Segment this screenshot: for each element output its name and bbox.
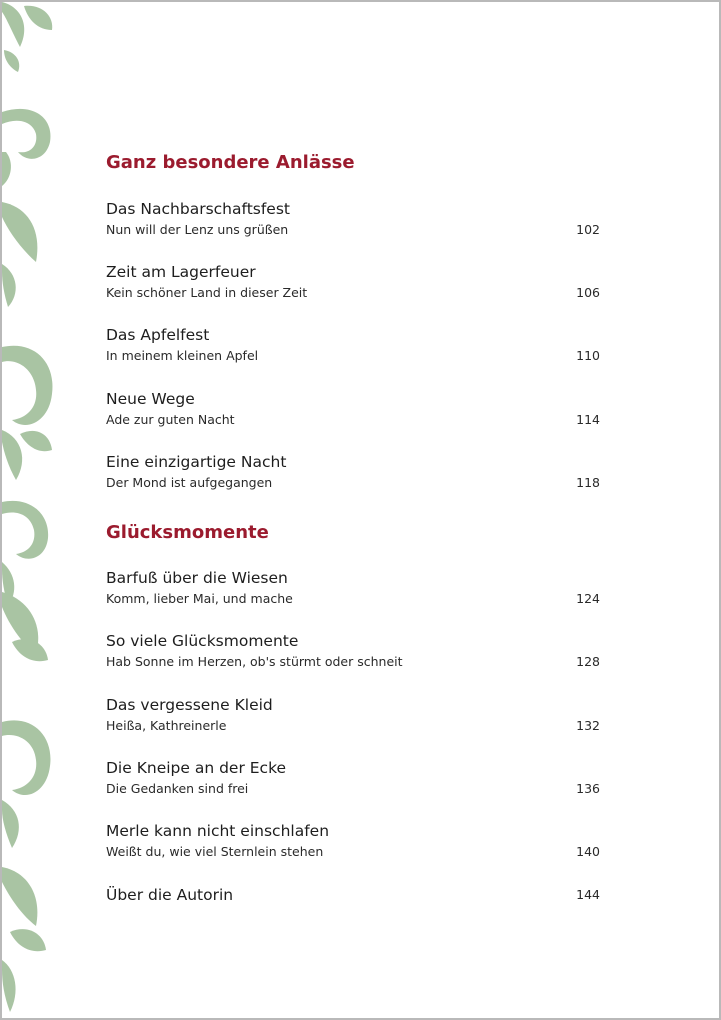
entry-subtitle: Nun will der Lenz uns grüßen (106, 222, 289, 237)
entry-page-number: 106 (576, 285, 600, 300)
entry-title: Zeit am Lagerfeuer (106, 263, 256, 281)
entry-subtitle: Kein schöner Land in dieser Zeit (106, 285, 308, 300)
entry-subtitle: Heißa, Kathreinerle (106, 718, 227, 733)
entry-page-number: 144 (576, 887, 600, 902)
entry-subtitle: In meinem kleinen Apfel (106, 348, 259, 363)
entry-page-number: 114 (576, 412, 600, 427)
entry-title: Eine einzigartige Nacht (106, 453, 287, 471)
entry-title: Merle kann nicht einschlafen (106, 822, 330, 840)
entry-title: Barfuß über die Wiesen (106, 569, 288, 587)
toc-entry (106, 821, 600, 859)
entry-page-number: 132 (576, 718, 600, 733)
entry-page-number: 140 (576, 844, 600, 859)
entry-page-number: 110 (576, 348, 600, 363)
entry-title: Das Apfelfest (106, 326, 210, 344)
toc-entry (106, 325, 600, 363)
toc-entry (106, 262, 600, 300)
toc-entry-author (106, 885, 600, 905)
toc-entry (106, 452, 600, 490)
entry-title: So viele Glücksmomente (106, 632, 299, 650)
toc-entry (106, 568, 600, 606)
entry-subtitle: Komm, lieber Mai, und mache (106, 591, 293, 606)
entry-page-number: 124 (576, 591, 600, 606)
entry-title: Das Nachbarschaftsfest (106, 200, 290, 218)
toc-entry (106, 758, 600, 796)
toc-entry (106, 631, 600, 669)
entry-page-number: 128 (576, 654, 600, 669)
section-title: Glücksmomente (106, 522, 269, 543)
entry-title: Das vergessene Kleid (106, 696, 273, 714)
section-title: Ganz besondere Anlässe (106, 152, 355, 173)
entry-subtitle: Weißt du, wie viel Sternlein stehen (106, 844, 324, 859)
entry-title: Neue Wege (106, 390, 195, 408)
entry-subtitle: Der Mond ist aufgegangen (106, 475, 273, 490)
toc-entry (106, 389, 600, 427)
toc-entry (106, 199, 600, 237)
toc-entry (106, 695, 600, 733)
entry-subtitle: Ade zur guten Nacht (106, 412, 235, 427)
entry-page-number: 102 (576, 222, 600, 237)
entry-title: Die Kneipe an der Ecke (106, 759, 287, 777)
entry-title: Über die Autorin (106, 886, 234, 904)
floral-ornament-icon (2, 2, 64, 1018)
entry-subtitle: Die Gedanken sind frei (106, 781, 249, 796)
entry-page-number: 118 (576, 475, 600, 490)
entry-page-number: 136 (576, 781, 600, 796)
entry-subtitle: Hab Sonne im Herzen, ob's stürmt oder schneit (106, 654, 403, 669)
